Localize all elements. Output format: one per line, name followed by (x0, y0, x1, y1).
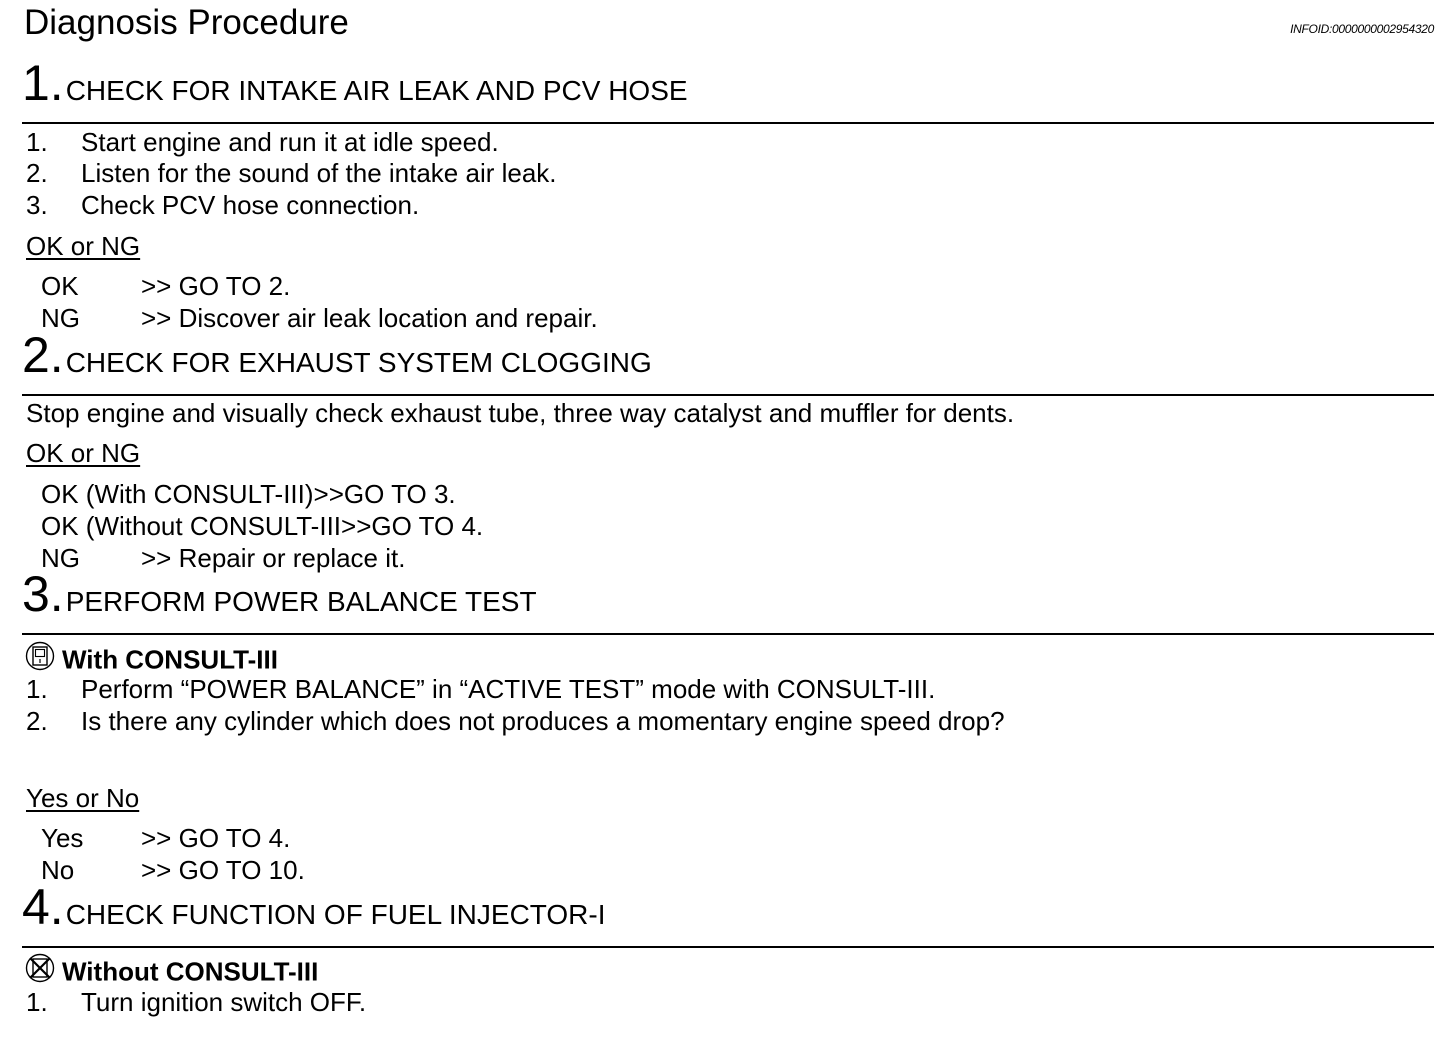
step-number: 2. (22, 327, 64, 383)
no-consult-icon (24, 953, 56, 990)
result-row: OK (With CONSULT-III)>>GO TO 3. (41, 479, 456, 509)
step-4-heading (22, 879, 606, 935)
list-item: 3. Check PCV hose connection. (26, 190, 420, 220)
list-item: 2. Is there any cylinder which does not produces a momentary engine speed drop? (26, 706, 1005, 736)
result-row: OK >> GO TO 2. (41, 271, 291, 301)
step-number: 3. (22, 566, 64, 622)
divider (22, 122, 1434, 124)
divider (22, 633, 1434, 635)
result-row: Yes >> GO TO 4. (41, 823, 291, 853)
list-item: 1. Turn ignition switch OFF. (26, 987, 367, 1017)
divider (22, 394, 1434, 396)
result-row: NG >> Repair or replace it. (41, 543, 406, 573)
step-2-heading (22, 327, 652, 383)
step-number: 1. (22, 55, 64, 111)
step-number: 4. (22, 879, 64, 935)
step-title: CHECK FOR INTAKE AIR LEAK AND PCV HOSE (65, 75, 688, 106)
list-item: 1. Start engine and run it at idle speed. (26, 127, 499, 157)
consult-icon (24, 641, 56, 678)
page-title: Diagnosis Procedure (24, 3, 349, 42)
instruction-text: Stop engine and visually check exhaust tube, three way catalyst and muffler for dents. (26, 398, 1015, 428)
list-item: 2. Listen for the sound of the intake air leak. (26, 158, 557, 188)
list-item: 1. Perform “POWER BALANCE” in “ACTIVE TEST” mode with CONSULT-III. (26, 674, 936, 704)
divider (22, 946, 1434, 948)
without-consult-heading: Without CONSULT-III (24, 955, 318, 992)
step-title: CHECK FOR EXHAUST SYSTEM CLOGGING (65, 347, 652, 378)
judgement-heading: OK or NG (26, 231, 141, 261)
info-id: INFOID:0000000002954320 (1290, 22, 1434, 36)
judgement-heading: Yes or No (26, 783, 140, 813)
step-3-heading (22, 566, 537, 622)
result-row: No >> GO TO 10. (41, 855, 305, 885)
step-1-heading (22, 55, 688, 111)
judgement-heading: OK or NG (26, 438, 141, 468)
result-row: OK (Without CONSULT-III>>GO TO 4. (41, 511, 484, 541)
step-title: CHECK FUNCTION OF FUEL INJECTOR-I (65, 899, 606, 930)
result-row: NG >> Discover air leak location and repair. (41, 303, 598, 333)
step-title: PERFORM POWER BALANCE TEST (65, 586, 537, 617)
with-consult-heading: With CONSULT-III (24, 643, 278, 680)
